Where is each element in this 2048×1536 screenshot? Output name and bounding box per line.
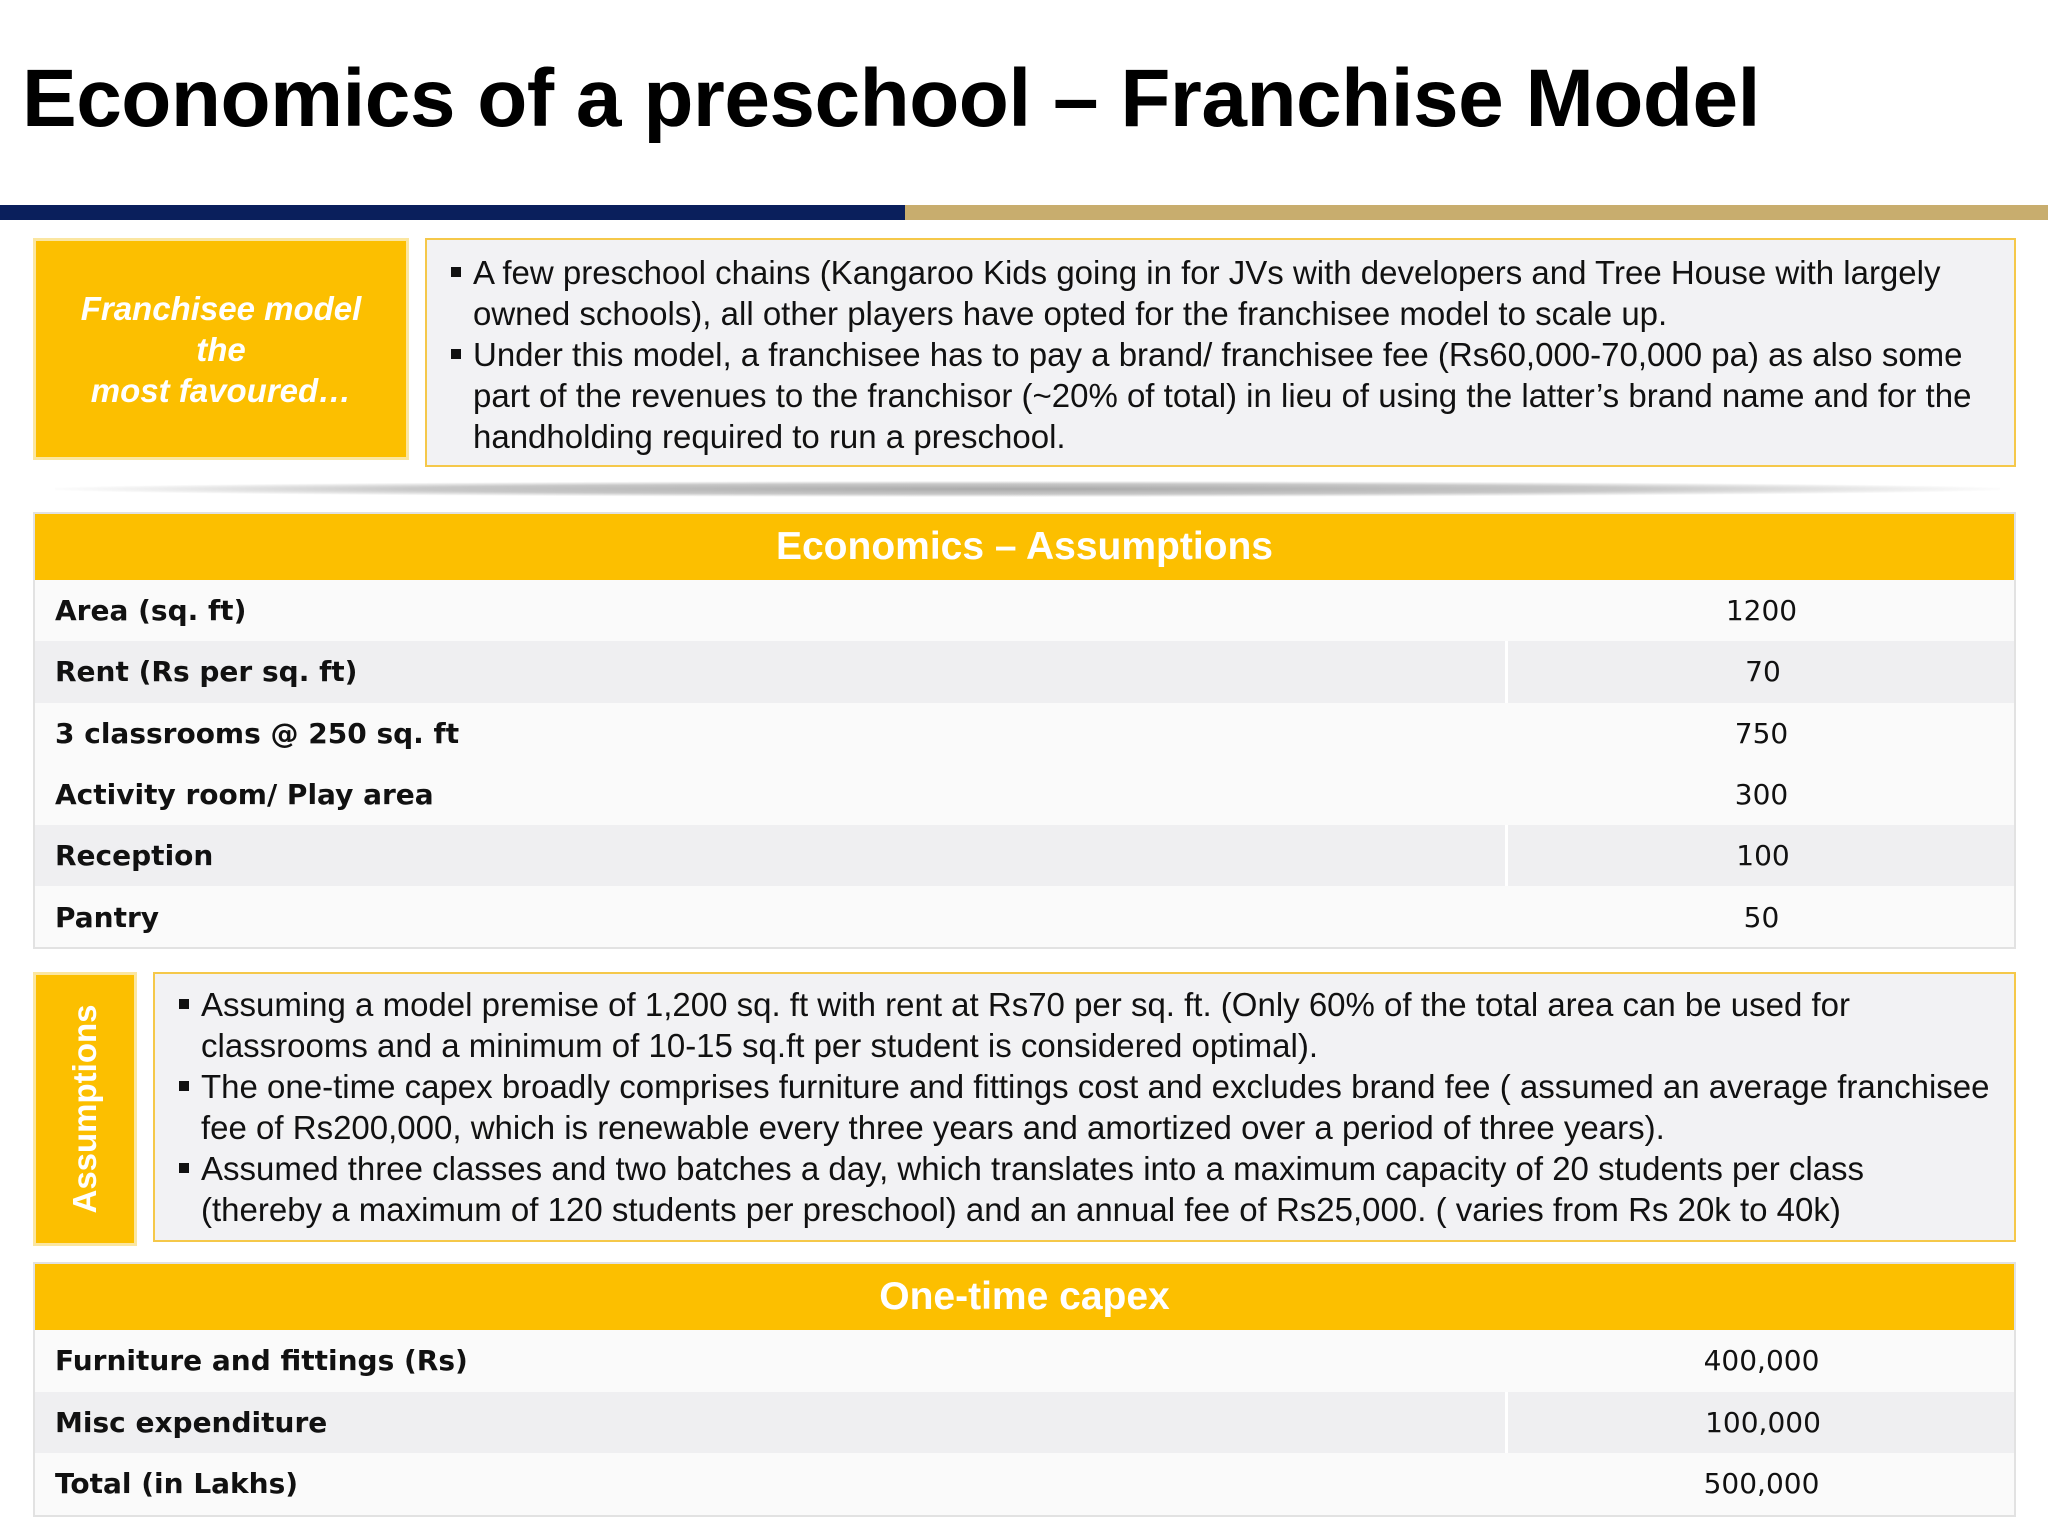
franchise-text-box [425, 238, 2016, 467]
row-label: Total (in Lakhs) [55, 1467, 299, 1501]
row-label: Furniture and fittings (Rs) [55, 1344, 468, 1378]
row-value: 400,000 [1703, 1344, 1820, 1378]
title-rule-navy [0, 205, 905, 220]
row-value: 300 [1734, 778, 1789, 812]
bullet-item: Assumed three classes and two batches a day, which translates into a maximum capacity of 20 students per class (thereby a maximum of 120 students per preschool) and an annual fee of Rs25,000. ( varies from Rs 20k to 40k) [177, 1148, 1994, 1230]
table-row [35, 886, 2014, 947]
row-label: Area (sq. ft) [55, 594, 247, 628]
bullet-item: Assuming a model premise of 1,200 sq. ft with rent at Rs70 per sq. ft. (Only 60% of the total area can be used for classrooms and a minimum of 10-15 sq.ft per student is considered optimal). [177, 984, 1994, 1066]
franchise-label-line: Franchisee model [80, 289, 362, 327]
bullet-item: Under this model, a franchisee has to pay a brand/ franchisee fee (Rs60,000-70,000 pa) as also some part of the revenues to the franchisor (~20% of total) in lieu of using the latter’s brand name and for the handholding required to run a preschool. [449, 334, 1994, 457]
assumptions-table-header: Economics – Assumptions [35, 514, 2014, 580]
row-value: 70 [1505, 641, 2018, 702]
table-row [35, 1392, 2014, 1454]
assumptions-label-text: Assumptions [66, 1004, 103, 1214]
row-value: 50 [1743, 900, 1780, 934]
row-label: Activity room/ Play area [55, 778, 434, 812]
table-row [35, 641, 2014, 702]
table-row [35, 1453, 2014, 1515]
row-value: 1200 [1725, 594, 1798, 628]
page-title: Economics of a preschool – Franchise Model [22, 53, 1760, 144]
assumptions-side-label [33, 972, 137, 1246]
capex-table-header: One-time capex [35, 1264, 2014, 1330]
row-label: Rent (Rs per sq. ft) [55, 655, 358, 689]
row-value: 500,000 [1703, 1467, 1820, 1501]
bullet-item: A few preschool chains (Kangaroo Kids going in for JVs with developers and Tree House with largely owned schools), all other players have opted for the franchisee model to scale up. [449, 252, 1994, 334]
row-value: 100,000 [1505, 1392, 2018, 1454]
table-row [35, 825, 2014, 886]
table-row [35, 580, 2014, 641]
row-value: 750 [1734, 716, 1789, 750]
row-label: Misc expenditure [55, 1405, 328, 1439]
row-label: Pantry [55, 900, 160, 934]
bullet-item: The one-time capex broadly comprises furniture and fittings cost and excludes brand fee ( assumed an average franchisee fee of Rs200,000, which is renewable every three years and amortized over a period of three years). [177, 1066, 1994, 1148]
table-row [35, 1330, 2014, 1392]
assumptions-table [33, 512, 2016, 949]
row-label: 3 classrooms @ 250 sq. ft [55, 716, 460, 750]
title-rule-gold [905, 205, 2048, 220]
franchise-label-box [33, 238, 409, 460]
franchise-label-line: most favoured… [90, 371, 352, 409]
assumptions-text-box [153, 972, 2016, 1242]
capex-table [33, 1262, 2016, 1517]
row-value: 100 [1505, 825, 2018, 886]
franchise-label-line: the [196, 330, 246, 368]
table-row [35, 764, 2014, 825]
row-label: Reception [55, 839, 214, 873]
table-row [35, 703, 2014, 764]
section-divider [55, 481, 2000, 497]
